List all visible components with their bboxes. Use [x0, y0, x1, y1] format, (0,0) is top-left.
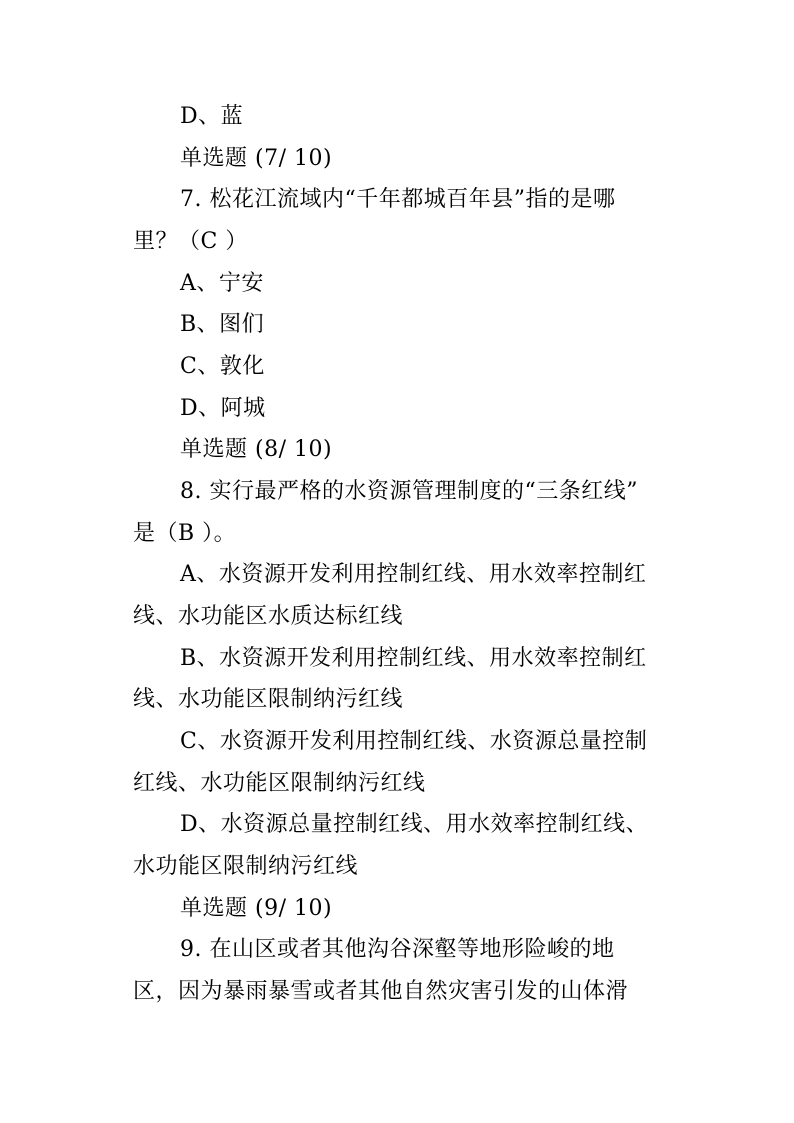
question-9-line-2: 区，因为暴雨暴雪或者其他自然灾害引发的山体滑 — [133, 979, 629, 1004]
option-a-q8-line-2: 线、水功能区水质达标红线 — [133, 604, 404, 629]
option-c-q7: C、敦化 — [180, 354, 265, 379]
question-8-line-1: 8. 实行最严格的水资源管理制度的“三条红线” — [180, 479, 638, 504]
option-d-q8-line-2: 水功能区限制纳污红线 — [133, 854, 359, 879]
option-a-q7: A、宁安 — [180, 271, 264, 296]
option-d-q6: D、蓝 — [180, 104, 244, 129]
option-d-q8-line-1: D、水资源总量控制红线、用水效率控制红线、 — [180, 812, 649, 837]
question-header-8: 单选题 (8/ 10) — [180, 437, 333, 462]
option-c-q8-line-1: C、水资源开发利用控制红线、水资源总量控制 — [180, 729, 648, 754]
option-b-q7: B、图们 — [180, 312, 265, 337]
question-9-line-1: 9. 在山区或者其他沟谷深壑等地形险峻的地 — [180, 937, 615, 962]
option-d-q7: D、阿城 — [180, 396, 266, 421]
option-b-q8-line-2: 线、水功能区限制纳污红线 — [133, 687, 404, 712]
option-c-q8-line-2: 红线、水功能区限制纳污红线 — [133, 771, 426, 796]
question-7-line-1: 7. 松花江流域内“千年都城百年县”指的是哪 — [180, 187, 616, 212]
question-7-line-2: 里？（C ） — [133, 229, 248, 254]
option-b-q8-line-1: B、水资源开发利用控制红线、用水效率控制红 — [180, 646, 647, 671]
question-header-9: 单选题 (9/ 10) — [180, 896, 333, 921]
option-a-q8-line-1: A、水资源开发利用控制红线、用水效率控制红 — [180, 562, 647, 587]
question-8-line-2: 是（B ）。 — [133, 521, 237, 546]
question-header-7: 单选题 (7/ 10) — [180, 146, 333, 171]
